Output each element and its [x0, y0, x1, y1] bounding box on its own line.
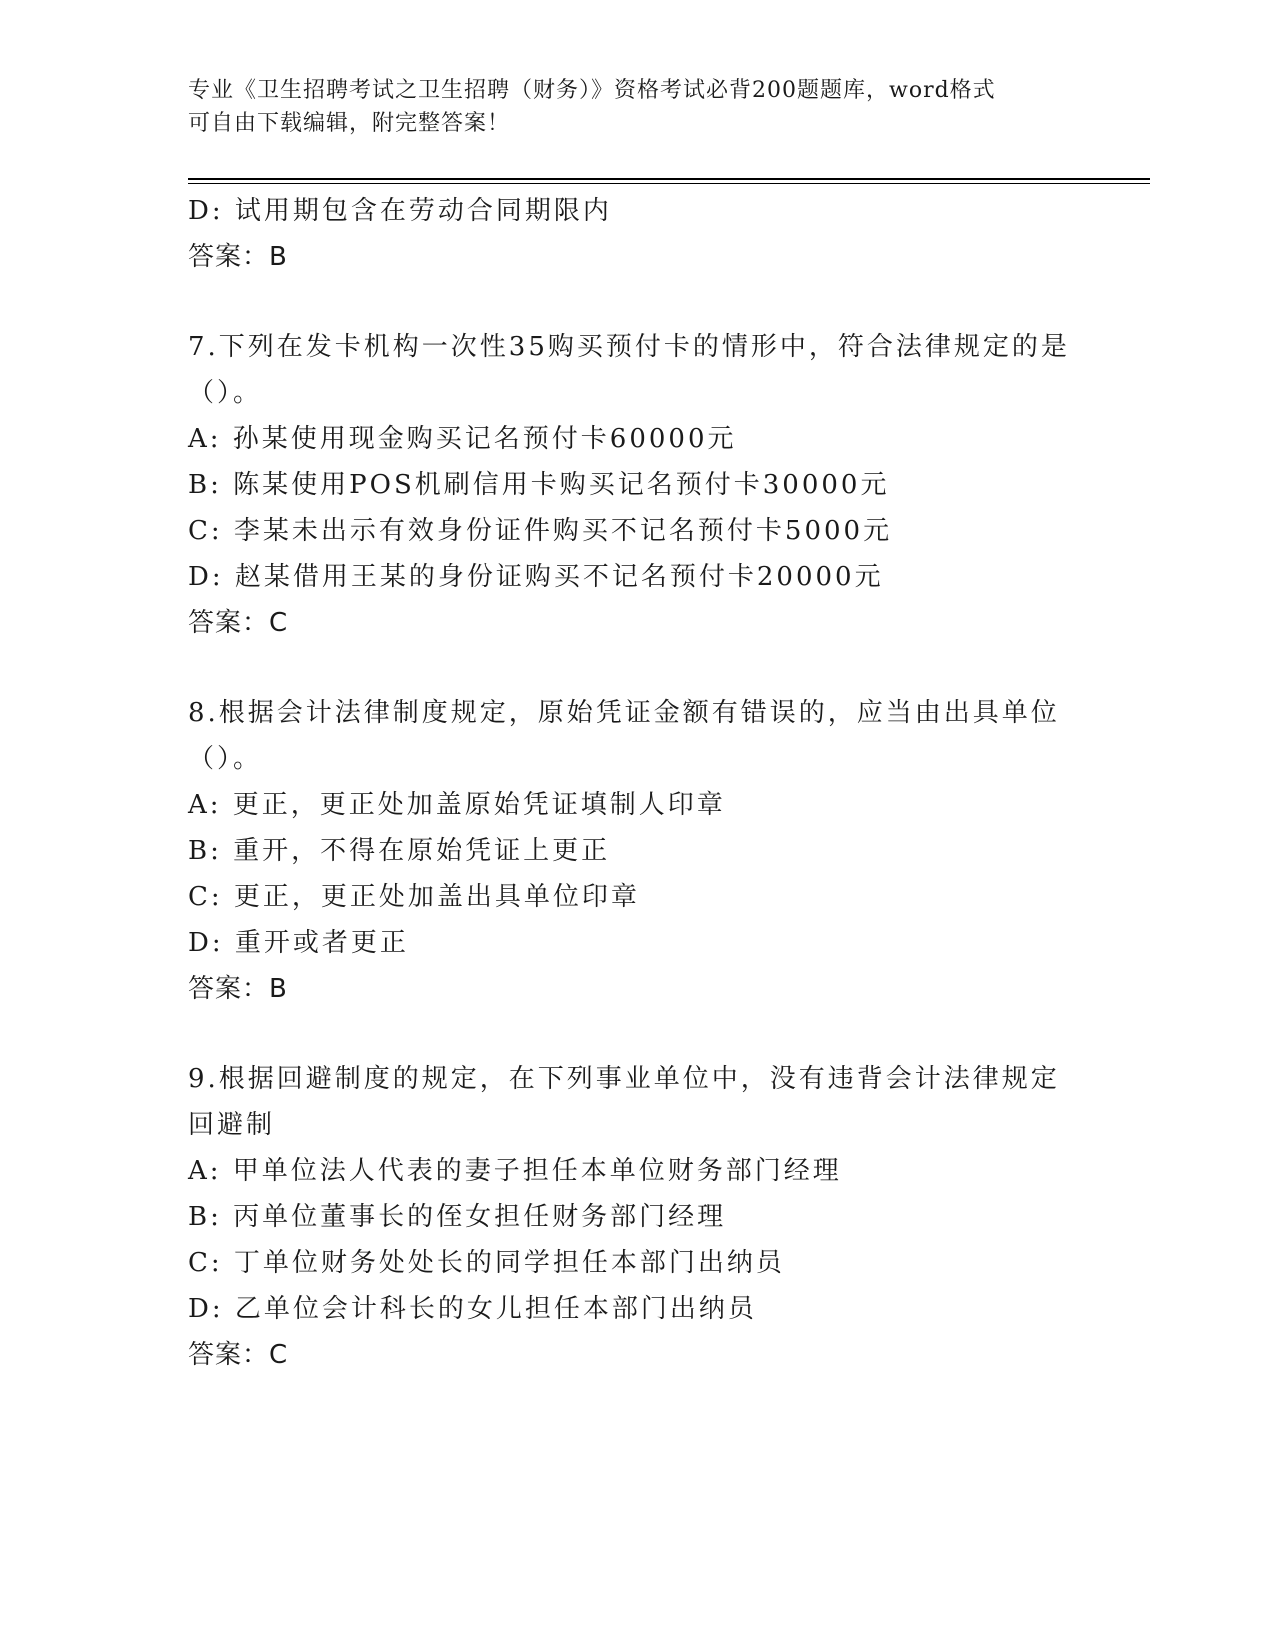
answer-line: 答案：B — [188, 974, 288, 1004]
answer-line: 答案：C — [188, 608, 289, 638]
option-b: B: 丙单位董事长的侄女担任财务部门经理 — [188, 1202, 727, 1232]
question-stem: 8.根据会计法律制度规定，原始凭证金额有错误的，应当由出具单位 — [188, 698, 1060, 728]
question-content — [188, 188, 1088, 1378]
option-b: B: 重开，不得在原始凭证上更正 — [188, 836, 611, 866]
answer-line: 答案：B — [188, 242, 288, 272]
question-stem: 9.根据回避制度的规定，在下列事业单位中，没有违背会计法律规定 — [188, 1064, 1060, 1094]
option-d: D: 赵某借用王某的身份证购买不记名预付卡20000元 — [188, 562, 884, 592]
option-d: D: 试用期包含在劳动合同期限内 — [188, 196, 612, 226]
question-7 — [188, 324, 1088, 646]
question-stem-continued: （）。 — [188, 378, 263, 408]
option-c: C: 更正，更正处加盖出具单位印章 — [188, 882, 640, 912]
previous-question-tail — [188, 188, 1088, 280]
question-stem-continued: 回避制 — [188, 1110, 276, 1140]
header-line-1: 专业《卫生招聘考试之卫生招聘（财务）》资格考试必背200题题库，word格式 — [188, 78, 996, 103]
option-d: D: 重开或者更正 — [188, 928, 409, 958]
spacer — [188, 1012, 1088, 1056]
option-a: A: 孙某使用现金购买记名预付卡60000元 — [188, 424, 737, 454]
option-a: A: 甲单位法人代表的妻子担任本单位财务部门经理 — [188, 1156, 842, 1186]
document-header — [188, 74, 1088, 140]
spacer — [188, 646, 1088, 690]
header-divider-thick — [188, 178, 1150, 180]
option-d: D: 乙单位会计科长的女儿担任本部门出纳员 — [188, 1294, 757, 1324]
answer-line: 答案：C — [188, 1340, 289, 1370]
spacer — [188, 280, 1088, 324]
header-line-2: 可自由下载编辑，附完整答案！ — [188, 111, 511, 136]
question-8 — [188, 690, 1088, 1012]
option-c: C: 丁单位财务处处长的同学担任本部门出纳员 — [188, 1248, 785, 1278]
option-c: C: 李某未出示有效身份证件购买不记名预付卡5000元 — [188, 516, 893, 546]
header-divider-thin — [188, 183, 1150, 184]
question-stem-continued: （）。 — [188, 744, 263, 774]
question-stem: 7.下列在发卡机构一次性35购买预付卡的情形中，符合法律规定的是 — [188, 332, 1070, 362]
option-a: A: 更正，更正处加盖原始凭证填制人印章 — [188, 790, 726, 820]
option-b: B: 陈某使用POS机刷信用卡购买记名预付卡30000元 — [188, 470, 890, 500]
question-9 — [188, 1056, 1088, 1378]
